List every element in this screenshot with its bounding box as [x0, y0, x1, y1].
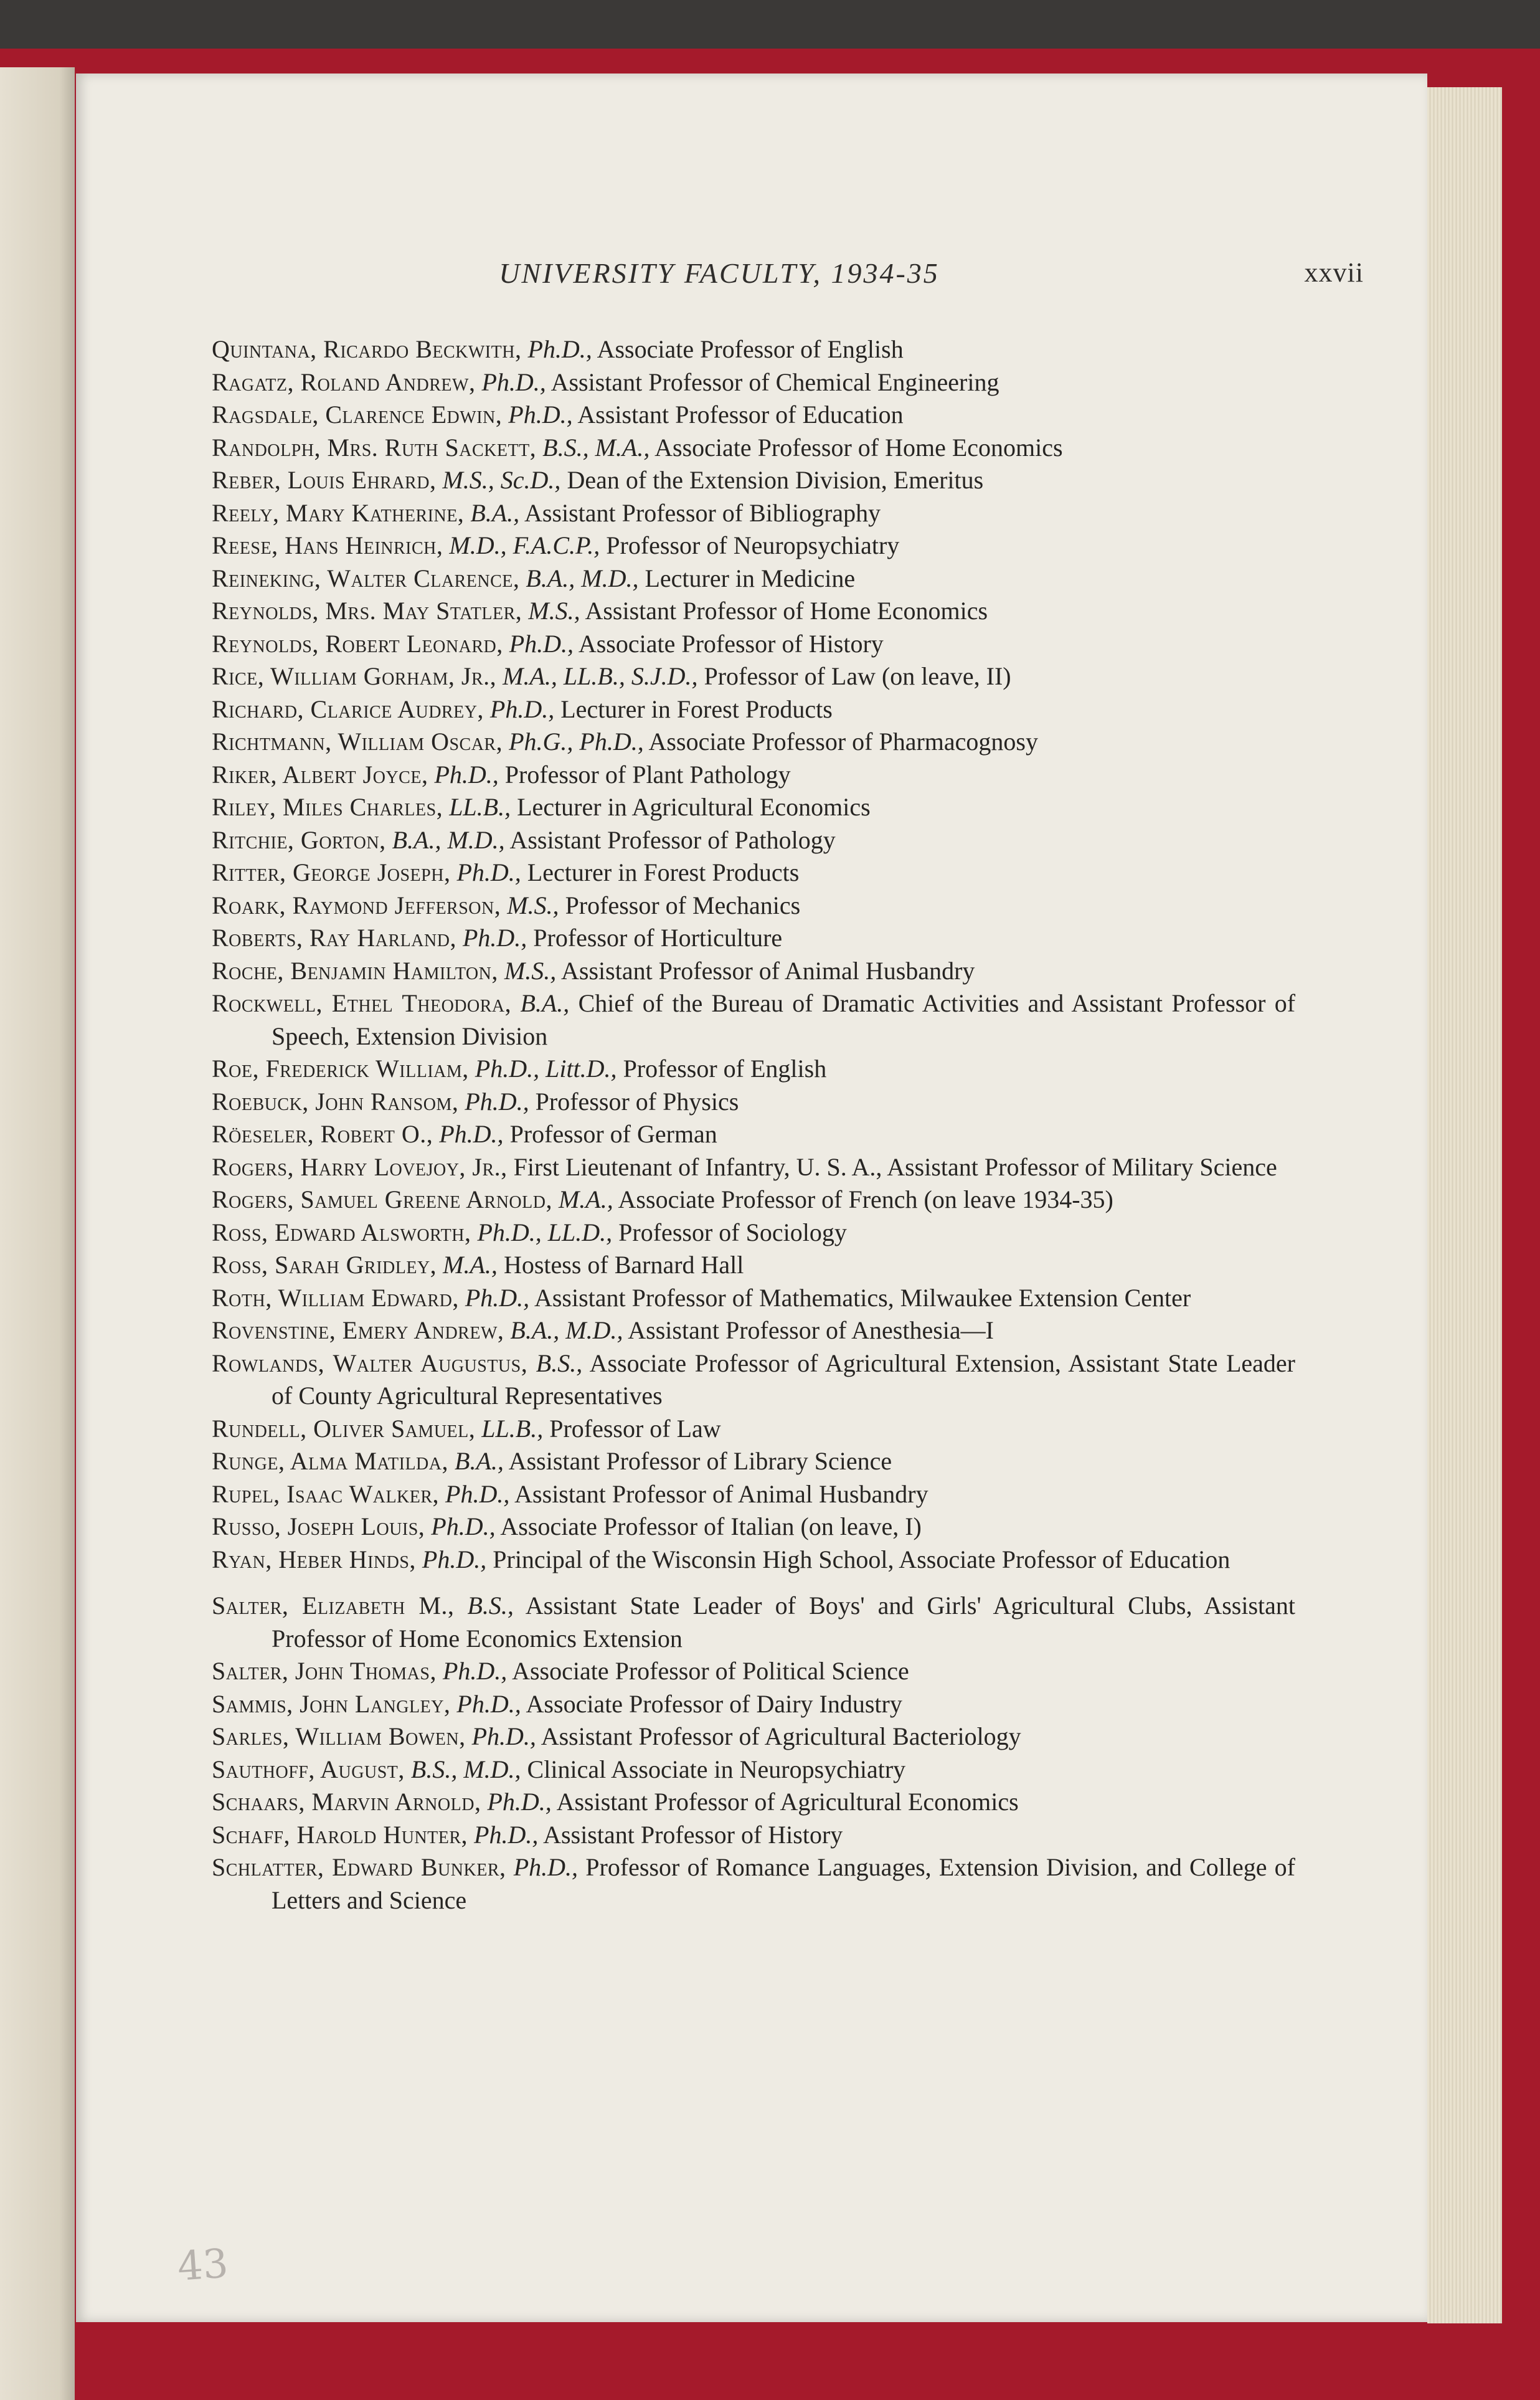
- faculty-title: Professor of Mechanics: [565, 891, 801, 919]
- faculty-entry: [212, 366, 1295, 399]
- faculty-entry: [212, 987, 1295, 1053]
- faculty-name: Sauthoff, August,: [212, 1755, 405, 1783]
- faculty-name: Reber, Louis Ehrard,: [212, 466, 437, 494]
- faculty-degrees: Ph.D.,: [445, 1479, 510, 1508]
- faculty-entry: [212, 333, 1295, 366]
- faculty-name: Reynolds, Mrs. May Statler,: [212, 597, 522, 625]
- faculty-entry: [212, 759, 1295, 792]
- faculty-title: Associate Professor of English: [597, 335, 904, 363]
- faculty-degrees: M.S.,: [528, 597, 580, 625]
- faculty-name: Roche, Benjamin Hamilton,: [212, 956, 498, 985]
- faculty-degrees: B.A.,: [470, 498, 520, 527]
- faculty-title: First Lieutenant of Infantry, U. S. A., Assistant Professor of Military Science: [513, 1152, 1277, 1181]
- faculty-title: Assistant Professor of Library Science: [508, 1447, 892, 1475]
- faculty-entry: [212, 1413, 1295, 1446]
- faculty-title: Associate Professor of History: [578, 629, 884, 658]
- faculty-entry: [212, 1819, 1295, 1852]
- faculty-degrees: Ph.D.,: [508, 401, 573, 429]
- faculty-title: Associate Professor of Political Science: [512, 1657, 909, 1685]
- faculty-title: Assistant Professor of Anesthesia—I: [628, 1316, 994, 1344]
- faculty-entry: [212, 693, 1295, 726]
- faculty-title: Associate Professor of Agricultural Extension, Assistant State Leader of County Agricultural Representatives: [272, 1349, 1296, 1410]
- faculty-entry: [212, 399, 1295, 432]
- faculty-entry: [212, 1688, 1295, 1721]
- faculty-name: Reineking, Walter Clarence,: [212, 564, 520, 592]
- faculty-title: Associate Professor of French (on leave 1934-35): [618, 1185, 1113, 1213]
- faculty-title: Assistant Professor of Agricultural Economics: [556, 1788, 1019, 1816]
- faculty-title: Lecturer in Forest Products: [560, 695, 833, 723]
- faculty-degrees: Ph.D.,: [462, 924, 527, 952]
- faculty-entry: [212, 1544, 1295, 1577]
- faculty-name: Richtmann, William Oscar,: [212, 728, 503, 756]
- faculty-title: Principal of the Wisconsin High School, Associate Professor of Education: [493, 1545, 1231, 1573]
- faculty-degrees: M.D., F.A.C.P.,: [449, 531, 600, 559]
- faculty-name: Salter, Elizabeth M.,: [212, 1591, 455, 1620]
- faculty-entry: [212, 464, 1295, 497]
- faculty-title: Professor of Law: [549, 1414, 721, 1443]
- faculty-title: Assistant Professor of Home Economics: [585, 597, 988, 625]
- faculty-entry: [212, 1511, 1295, 1544]
- faculty-degrees: Ph.D.,: [439, 1120, 504, 1148]
- faculty-name: Randolph, Mrs. Ruth Sackett,: [212, 433, 537, 462]
- faculty-degrees: B.A.,: [520, 989, 570, 1017]
- faculty-name: Runge, Alma Matilda,: [212, 1447, 449, 1475]
- faculty-entry: [212, 1445, 1295, 1478]
- faculty-title: Professor of English: [623, 1055, 827, 1083]
- faculty-title: Professor of Physics: [535, 1087, 739, 1116]
- faculty-degrees: Ph.D.,: [422, 1545, 487, 1573]
- faculty-entry: [212, 856, 1295, 889]
- faculty-name: Ritchie, Gorton,: [212, 825, 386, 854]
- faculty-entry: [212, 824, 1295, 857]
- faculty-entry: [212, 1655, 1295, 1688]
- faculty-title: Professor of Horticulture: [533, 924, 783, 952]
- faculty-entry: [212, 595, 1295, 628]
- faculty-title: Professor of Plant Pathology: [504, 760, 791, 789]
- faculty-name: Richard, Clarice Audrey,: [212, 695, 484, 723]
- faculty-entry: [212, 1086, 1295, 1119]
- faculty-title: Assistant Professor of Agricultural Bacteriology: [541, 1722, 1021, 1750]
- faculty-degrees: Ph.D., LL.D.,: [477, 1218, 613, 1246]
- faculty-name: Russo, Joseph Louis,: [212, 1512, 425, 1540]
- faculty-entry: [212, 432, 1295, 465]
- faculty-title: Chief of the Bureau of Dramatic Activities and Assistant Professor of Speech, Extension Division: [272, 989, 1296, 1050]
- faculty-degrees: M.A.,: [558, 1185, 613, 1213]
- faculty-title: Assistant Professor of Bibliography: [524, 498, 881, 527]
- running-header: [75, 257, 1364, 300]
- faculty-degrees: M.A., LL.B., S.J.D.,: [503, 662, 698, 690]
- faculty-degrees: Ph.D.,: [456, 858, 521, 886]
- faculty-name: Roth, William Edward,: [212, 1283, 459, 1312]
- faculty-name: Ragsdale, Clarence Edwin,: [212, 401, 503, 429]
- faculty-title: Associate Professor of Italian (on leave, I): [500, 1512, 922, 1540]
- faculty-entry: [212, 889, 1295, 923]
- faculty-name: Rovenstine, Emery Andrew,: [212, 1316, 504, 1344]
- faculty-title: Professor of German: [509, 1120, 717, 1148]
- faculty-title: Associate Professor of Dairy Industry: [526, 1689, 902, 1718]
- faculty-title: Lecturer in Agricultural Economics: [517, 793, 871, 821]
- faculty-degrees: Ph.D.,: [465, 1087, 529, 1116]
- faculty-name: Rice, William Gorham, Jr.,: [212, 662, 497, 690]
- faculty-name: Rundell, Oliver Samuel,: [212, 1414, 476, 1443]
- faculty-name: Ross, Edward Alsworth,: [212, 1218, 471, 1246]
- header-title: UNIVERSITY FACULTY, 1934-35: [499, 257, 940, 289]
- faculty-entry: [212, 1786, 1295, 1819]
- faculty-title: Assistant Professor of Animal Husbandry: [561, 956, 975, 985]
- faculty-title: Professor of Romance Languages, Extension Division, and College of Letters and Science: [272, 1853, 1295, 1914]
- faculty-degrees: Ph.D.,: [481, 368, 546, 396]
- faculty-degrees: Ph.D.,: [509, 629, 574, 658]
- faculty-degrees: B.S.,: [536, 1349, 583, 1377]
- faculty-degrees: Ph.D.,: [442, 1657, 508, 1685]
- faculty-degrees: Ph.D.,: [431, 1512, 496, 1540]
- faculty-degrees: B.A., M.D.,: [510, 1316, 623, 1344]
- faculty-title: Professor of Sociology: [618, 1218, 847, 1246]
- faculty-degrees: Ph.D.,: [465, 1283, 530, 1312]
- faculty-name: Roebuck, John Ransom,: [212, 1087, 459, 1116]
- faculty-degrees: M.S., Sc.D.,: [442, 466, 561, 494]
- faculty-entry: [212, 562, 1295, 595]
- faculty-degrees: B.S.,: [467, 1591, 514, 1620]
- faculty-name: Rogers, Samuel Greene Arnold,: [212, 1185, 552, 1213]
- faculty-degrees: B.A.,: [455, 1447, 504, 1475]
- faculty-entry: [212, 529, 1295, 562]
- faculty-title: Hostess of Barnard Hall: [503, 1251, 744, 1279]
- faculty-list: [212, 333, 1295, 1917]
- faculty-title: Dean of the Extension Division, Emeritus: [567, 466, 984, 494]
- faculty-entry: [212, 1851, 1295, 1917]
- faculty-title: Assistant Professor of Pathology: [509, 825, 836, 854]
- faculty-name: Schlatter, Edward Bunker,: [212, 1853, 506, 1881]
- faculty-entry: [212, 1053, 1295, 1086]
- faculty-title: Associate Professor of Home Economics: [654, 433, 1063, 462]
- faculty-entry: [212, 1217, 1295, 1250]
- faculty-entry: [212, 1249, 1295, 1282]
- faculty-name: Sammis, John Langley,: [212, 1689, 451, 1718]
- faculty-name: Rogers, Harry Lovejoy, Jr.,: [212, 1152, 508, 1181]
- faculty-entry: [212, 1590, 1295, 1655]
- page-number: xxvii: [1304, 257, 1364, 288]
- faculty-title: Assistant Professor of History: [543, 1820, 843, 1849]
- faculty-entry: [212, 1151, 1295, 1184]
- faculty-name: Riker, Albert Joyce,: [212, 760, 428, 789]
- faculty-degrees: Ph.D.,: [527, 335, 592, 363]
- faculty-title: Assistant State Leader of Boys' and Girls' Agricultural Clubs, Assistant Professor of Home Economics Extension: [272, 1591, 1295, 1653]
- faculty-degrees: M.S.,: [504, 956, 557, 985]
- facing-page-edge: [0, 67, 75, 2400]
- faculty-name: Rowlands, Walter Augustus,: [212, 1349, 528, 1377]
- faculty-title: Professor of Neuropsychiatry: [606, 531, 900, 559]
- faculty-degrees: Ph.D., Litt.D.,: [475, 1055, 617, 1083]
- faculty-degrees: Ph.D.,: [456, 1689, 521, 1718]
- faculty-name: Sarles, William Bowen,: [212, 1722, 466, 1750]
- faculty-entry: [212, 1720, 1295, 1753]
- faculty-title: Clinical Associate in Neuropsychiatry: [527, 1755, 906, 1783]
- faculty-entry: [212, 1347, 1295, 1413]
- handwritten-margin-note: 43: [176, 2241, 230, 2290]
- faculty-name: Ritter, George Joseph,: [212, 858, 451, 886]
- faculty-title: Associate Professor of Pharmacognosy: [648, 728, 1038, 756]
- faculty-name: Riley, Miles Charles,: [212, 793, 443, 821]
- faculty-entry: [212, 955, 1295, 988]
- faculty-title: Assistant Professor of Chemical Engineering: [550, 368, 999, 396]
- faculty-entry: [212, 726, 1295, 759]
- faculty-name: Quintana, Ricardo Beckwith,: [212, 335, 522, 363]
- faculty-entry: [212, 497, 1295, 530]
- faculty-entry: [212, 628, 1295, 661]
- faculty-degrees: Ph.D.,: [474, 1820, 539, 1849]
- faculty-name: Roberts, Ray Harland,: [212, 924, 456, 952]
- faculty-entry: [212, 1282, 1295, 1315]
- faculty-degrees: Ph.D.,: [513, 1853, 579, 1881]
- page-block-edge: [1427, 87, 1502, 2323]
- faculty-title: Assistant Professor of Mathematics, Milwaukee Extension Center: [534, 1283, 1191, 1312]
- faculty-name: Schaars, Marvin Arnold,: [212, 1788, 481, 1816]
- faculty-degrees: Ph.D.,: [489, 695, 555, 723]
- faculty-name: Reely, Mary Katherine,: [212, 498, 465, 527]
- faculty-degrees: LL.B.,: [449, 793, 511, 821]
- faculty-degrees: Ph.D.,: [471, 1722, 536, 1750]
- faculty-entry: [212, 1753, 1295, 1786]
- faculty-name: Roe, Frederick William,: [212, 1055, 469, 1083]
- faculty-degrees: Ph.D.,: [487, 1788, 552, 1816]
- faculty-degrees: B.A., M.D.,: [526, 564, 639, 592]
- faculty-name: Reynolds, Robert Leonard,: [212, 629, 503, 658]
- faculty-degrees: B.S., M.A.,: [542, 433, 650, 462]
- faculty-name: Ragatz, Roland Andrew,: [212, 368, 476, 396]
- faculty-name: Reese, Hans Heinrich,: [212, 531, 443, 559]
- faculty-name: Roark, Raymond Jefferson,: [212, 891, 501, 919]
- faculty-entry: [212, 1478, 1295, 1511]
- faculty-title: Lecturer in Medicine: [645, 564, 856, 592]
- faculty-entry: [212, 660, 1295, 693]
- faculty-name: Röeseler, Robert O.,: [212, 1120, 433, 1148]
- faculty-name: Rupel, Isaac Walker,: [212, 1479, 440, 1508]
- faculty-name: Ryan, Heber Hinds,: [212, 1545, 416, 1573]
- faculty-name: Salter, John Thomas,: [212, 1657, 437, 1685]
- faculty-entry: [212, 1314, 1295, 1347]
- faculty-title: Professor of Law (on leave, II): [704, 662, 1011, 690]
- faculty-degrees: Ph.D.,: [434, 760, 499, 789]
- faculty-name: Schaff, Harold Hunter,: [212, 1820, 468, 1849]
- faculty-entry: [212, 922, 1295, 955]
- faculty-title: Assistant Professor of Animal Husbandry: [514, 1479, 928, 1508]
- faculty-degrees: M.A.,: [443, 1251, 498, 1279]
- faculty-degrees: B.S., M.D.,: [410, 1755, 521, 1783]
- faculty-title: Lecturer in Forest Products: [527, 858, 800, 886]
- faculty-title: Assistant Professor of Education: [577, 401, 904, 429]
- faculty-degrees: M.S.,: [507, 891, 559, 919]
- faculty-degrees: B.A., M.D.,: [392, 825, 505, 854]
- faculty-entry: [212, 1118, 1295, 1151]
- faculty-entry: [212, 1183, 1295, 1217]
- faculty-name: Ross, Sarah Gridley,: [212, 1251, 437, 1279]
- faculty-degrees: Ph.G., Ph.D.,: [509, 728, 644, 756]
- faculty-degrees: LL.B.,: [481, 1414, 544, 1443]
- faculty-entry: [212, 791, 1295, 824]
- faculty-name: Rockwell, Ethel Theodora,: [212, 989, 512, 1017]
